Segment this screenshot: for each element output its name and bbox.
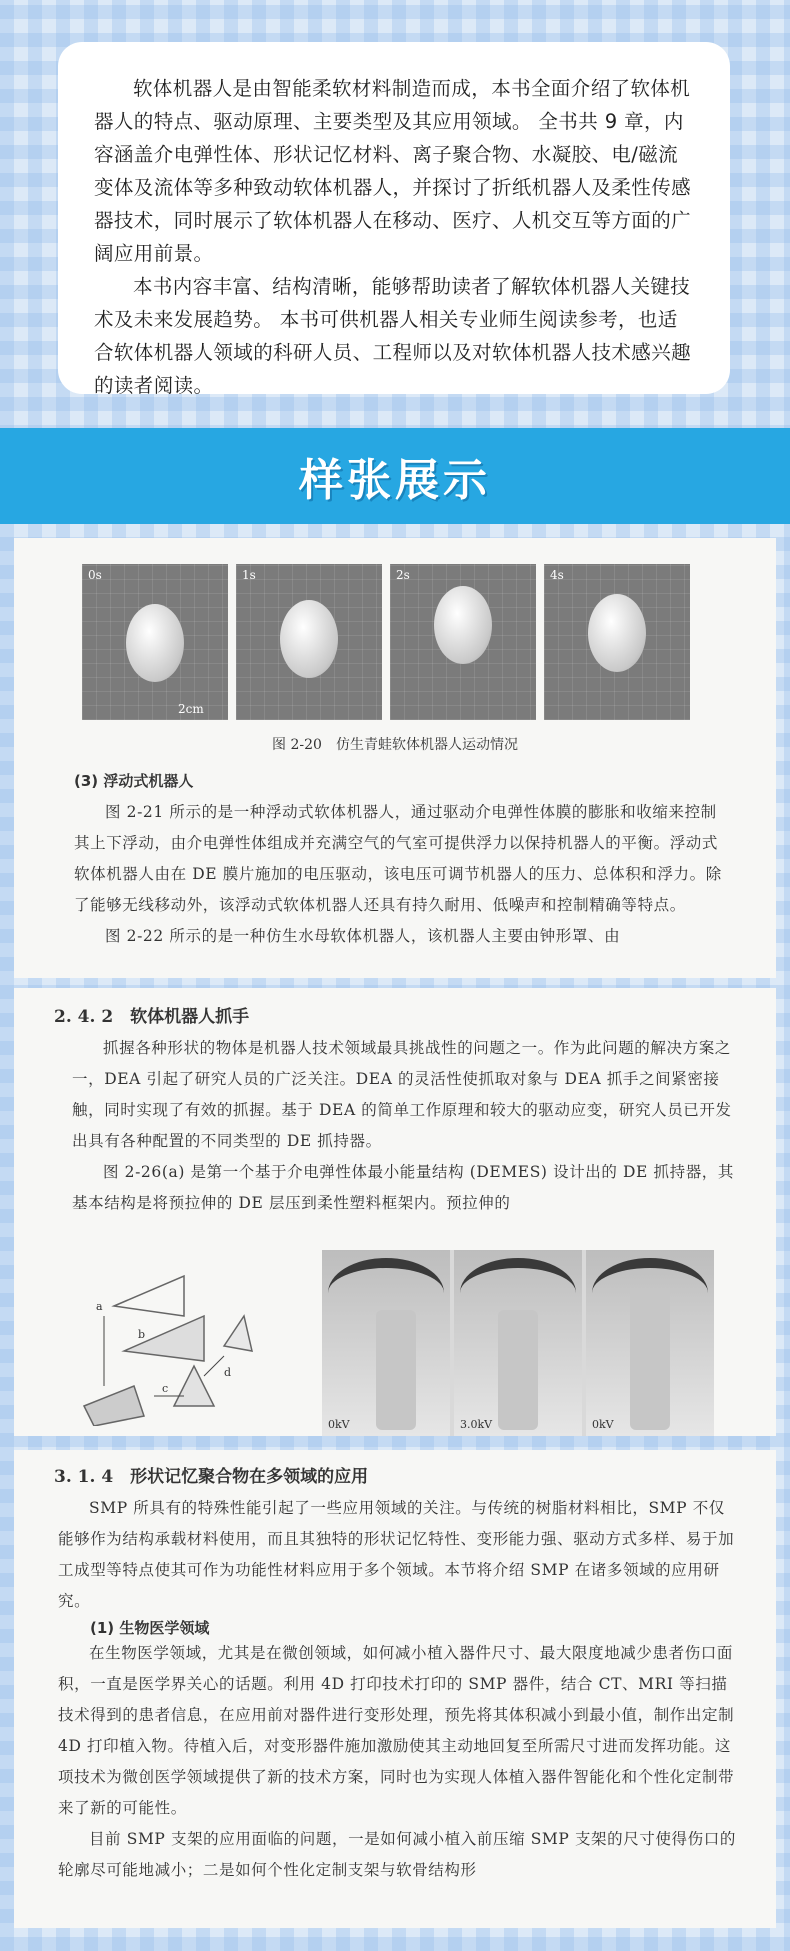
intro-card — [58, 42, 730, 397]
frame-photo-3 — [544, 564, 690, 720]
frame-photo-2 — [390, 564, 536, 720]
body-paragraph: 图 2-21 所示的是一种浮动式软体机器人，通过驱动介电弹性体膜的膨胀和收缩来控制其上下浮动，由介电弹性体组成并充满空气的气室可提供浮力以保持机器人的平衡。浮动式软体机器人由在 DE 膜片施加的电压驱动，该电压可调节机器人的压力、总体积和浮力。除了能够无线移动外，该浮动式软体机器人还具有持久耐用、低噪声和控制精确等特点。 — [74, 803, 722, 914]
section-heading: 3. 1. 4 形状记忆聚合物在多领域的应用 — [54, 1467, 369, 1487]
intro-paragraph-2: 本书内容丰富、结构清晰，能够帮助读者了解软体机器人关键技术及未来发展趋势。 本书可供机器人相关专业师生阅读参考，也适合软体机器人领域的科研人员、工程师以及对软体机器人技术感兴趣的读者阅读。 — [94, 275, 692, 397]
body-paragraph: 抓握各种形状的物体是机器人技术领域最具挑战性的问题之一。作为此问题的解决方案之一，DEA 引起了研究人员的广泛关注。DEA 的灵活性使抓取对象与 DEA 抓手之间紧密接触，同时实现了有效的抓握。基于 DEA 的简单工作原理和较大的驱动应变，研究人员已开发出具有各种配置的不同类型的 DE 抓持器。 — [72, 1039, 732, 1150]
frame-label: 2s — [396, 568, 410, 582]
frame-label: 0s — [88, 568, 102, 582]
scale-label: 2cm — [178, 702, 204, 716]
banner-title: 样张展示 — [299, 455, 491, 506]
voltage-label: 3.0kV — [460, 1418, 493, 1431]
section-heading: 2. 4. 2 软体机器人抓手 — [54, 1007, 250, 1027]
section-banner — [0, 428, 790, 524]
body-paragraph: 目前 SMP 支架的应用面临的问题，一是如何减小植入前压缩 SMP 支架的尺寸使得伤口的轮廓尽可能地减小；二是如何个性化定制支架与软骨结构形 — [58, 1830, 736, 1879]
body-paragraph: SMP 所具有的特殊性能引起了一些应用领域的关注。与传统的树脂材料相比，SMP 不仅能够作为结构承载材料使用，而且其独特的形状记忆特性、变形能力强、驱动方式多样、易于加工成型等特点使其可作为功能性材料应用于多个领域。本节将介绍 SMP 在诸多领域的应用研究。 — [58, 1499, 735, 1610]
frame-label: 1s — [242, 568, 256, 582]
fig-label-d: d — [224, 1366, 232, 1379]
frame-label: 4s — [550, 568, 564, 582]
fig-label-a: a — [96, 1300, 103, 1313]
gripper-diagram — [74, 1256, 254, 1426]
body-paragraph: 图 2-26(a) 是第一个基于介电弹性体最小能量结构 (DEMES) 设计出的 DE 抓持器，其基本结构是将预拉伸的 DE 层压到柔性塑料框架内。预拉伸的 — [72, 1163, 735, 1212]
gripper-photos — [322, 1250, 714, 1436]
sample-page-1 — [14, 538, 776, 978]
body-paragraph: 图 2-22 所示的是一种仿生水母软体机器人，该机器人主要由钟形罩、由 — [105, 927, 621, 945]
body-paragraph: 在生物医学领域，尤其是在微创领域，如何减小植入器件尺寸、最大限度地减少患者伤口面积，一直是医学界关心的话题。利用 4D 打印技术打印的 SMP 器件，结合 CT、MRI 等扫描技术得到的患者信息，在应用前对器件进行变形处理，预先将其体积减小到最小值，制作出定制 4D 打印植入物。待植入后，对变形器件施加激励使其主动地回复至所需尺寸进而发挥功能。这项技术为微创医学领域提供了新的技术方案，同时也为实现人体植入器件智能化和个性化定制带来了新的可能性。 — [58, 1644, 735, 1817]
subsection-heading: (1) 生物医学领域 — [90, 1619, 210, 1637]
sample-page-2 — [14, 988, 776, 1436]
frame-photo-1 — [236, 564, 382, 720]
intro-paragraph-1: 软体机器人是由智能柔软材料制造而成，本书全面介绍了软体机器人的特点、驱动原理、主要类型及其应用领域。 全书共 9 章，内容涵盖介电弹性体、形状记忆材料、离子聚合物、水凝胶、电/磁流变体及流体等多种致动软体机器人，并探讨了折纸机器人及柔性传感器技术，同时展示了软体机器人在移动、医疗、人机交互等方面的广阔应用前景。 — [94, 77, 692, 265]
frog-robot-figure — [14, 564, 776, 724]
sample-page-3 — [14, 1450, 776, 1928]
fig-label-b: b — [138, 1328, 146, 1341]
voltage-label: 0kV — [328, 1418, 350, 1431]
frame-photo-0 — [82, 564, 228, 720]
figure-caption: 图 2-20 仿生青蛙软体机器人运动情况 — [272, 737, 518, 753]
subsection-heading: (3) 浮动式机器人 — [74, 772, 194, 790]
voltage-label: 0kV — [592, 1418, 614, 1431]
fig-label-c: c — [162, 1382, 169, 1395]
